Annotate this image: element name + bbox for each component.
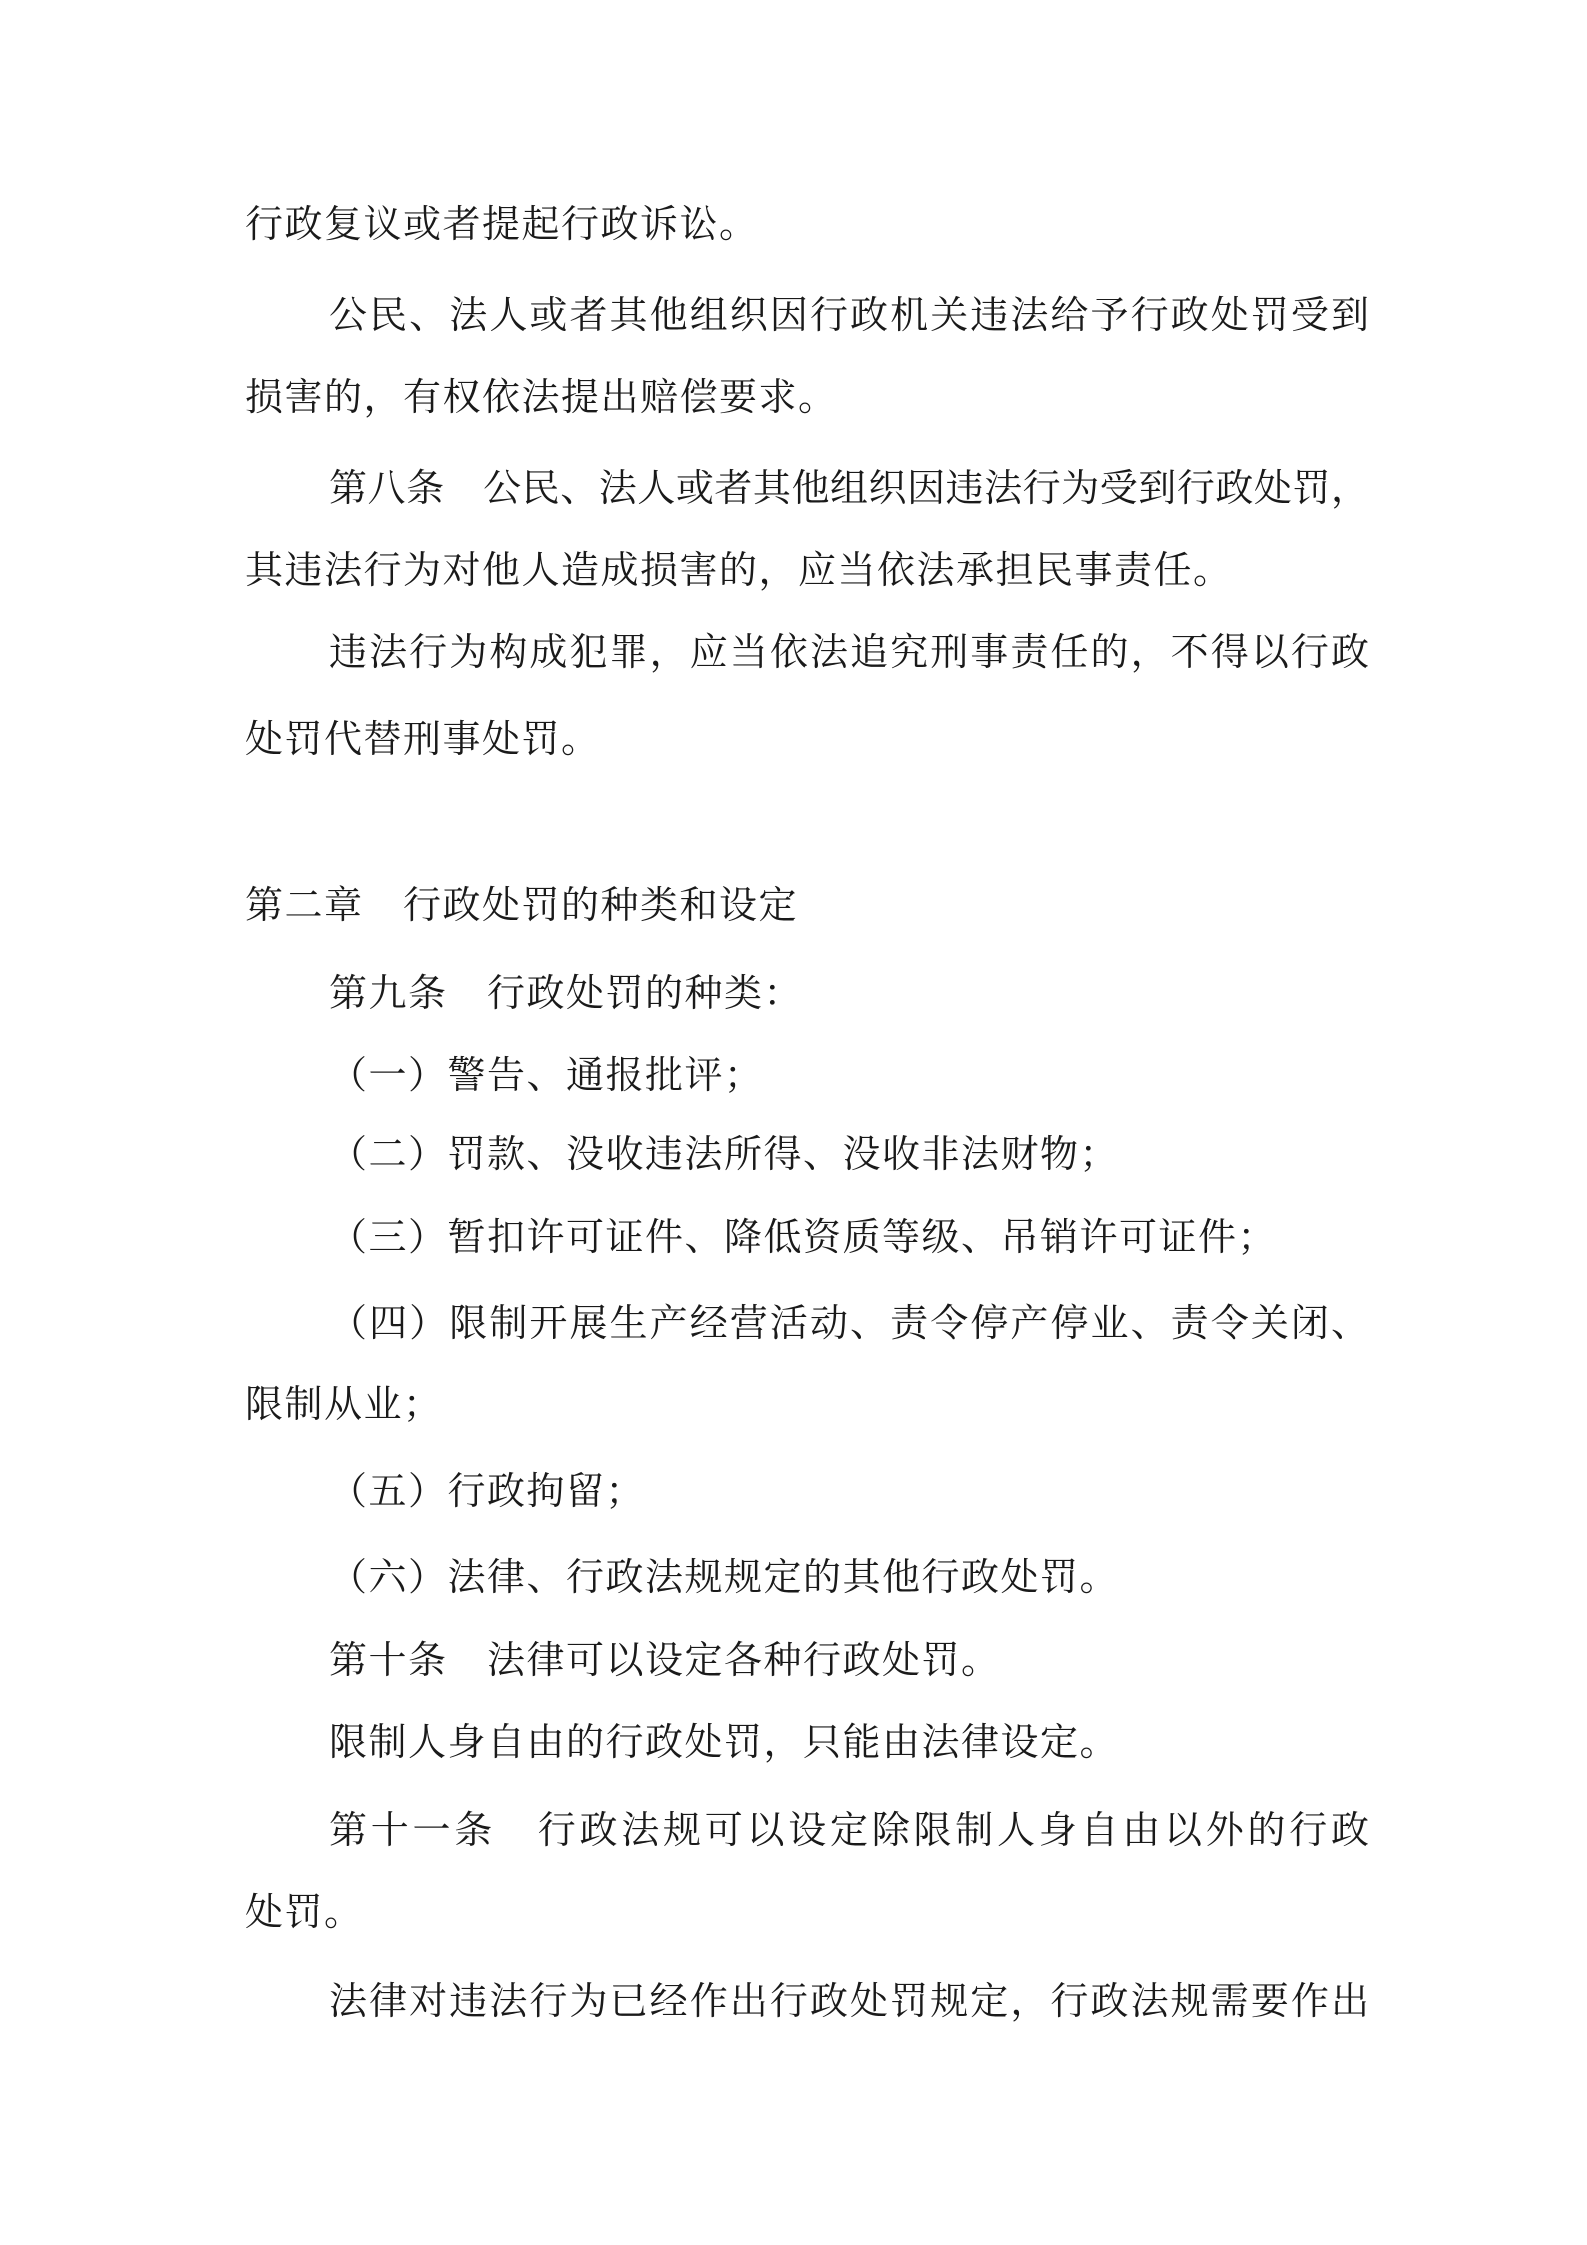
list-item: （六）法律、行政法规规定的其他行政处罚。: [329, 1555, 1120, 1599]
article-9: 第九条 行政处罚的种类：: [329, 971, 804, 1015]
list-item: （二）罚款、没收违法所得、没收非法财物；: [329, 1132, 1120, 1176]
list-item: （三）暂扣许可证件、降低资质等级、吊销许可证件；: [329, 1215, 1278, 1259]
text-line: 损害的，有权依法提出赔偿要求。: [245, 375, 838, 419]
list-item: （一）警告、通报批评；: [329, 1053, 764, 1097]
list-item: （四）限制开展生产经营活动、责令停产停业、责令关闭、: [329, 1301, 1369, 1345]
text-line: 行政复议或者提起行政诉讼。: [245, 202, 759, 246]
article-11: 第十一条 行政法规可以设定除限制人身自由以外的行政: [329, 1808, 1369, 1852]
text-line: 其违法行为对他人造成损害的，应当依法承担民事责任。: [245, 548, 1233, 592]
article-10: 第十条 法律可以设定各种行政处罚。: [329, 1638, 1001, 1682]
text-line: 处罚。: [245, 1890, 364, 1934]
text-line: 处罚代替刑事处罚。: [245, 717, 601, 761]
text-line: 公民、法人或者其他组织因行政机关违法给予行政处罚受到: [329, 293, 1369, 337]
text-line: 限制从业；: [245, 1382, 443, 1426]
list-item: （五）行政拘留；: [329, 1469, 646, 1513]
chapter-heading: 第二章 行政处罚的种类和设定: [245, 883, 799, 927]
text-line: 限制人身自由的行政处罚，只能由法律设定。: [329, 1720, 1120, 1764]
text-line: 法律对违法行为已经作出行政处罚规定，行政法规需要作出: [329, 1979, 1369, 2023]
text-line: 违法行为构成犯罪，应当依法追究刑事责任的，不得以行政: [329, 630, 1369, 674]
article-8: 第八条 公民、法人或者其他组织因违法行为受到行政处罚，: [329, 466, 1369, 510]
